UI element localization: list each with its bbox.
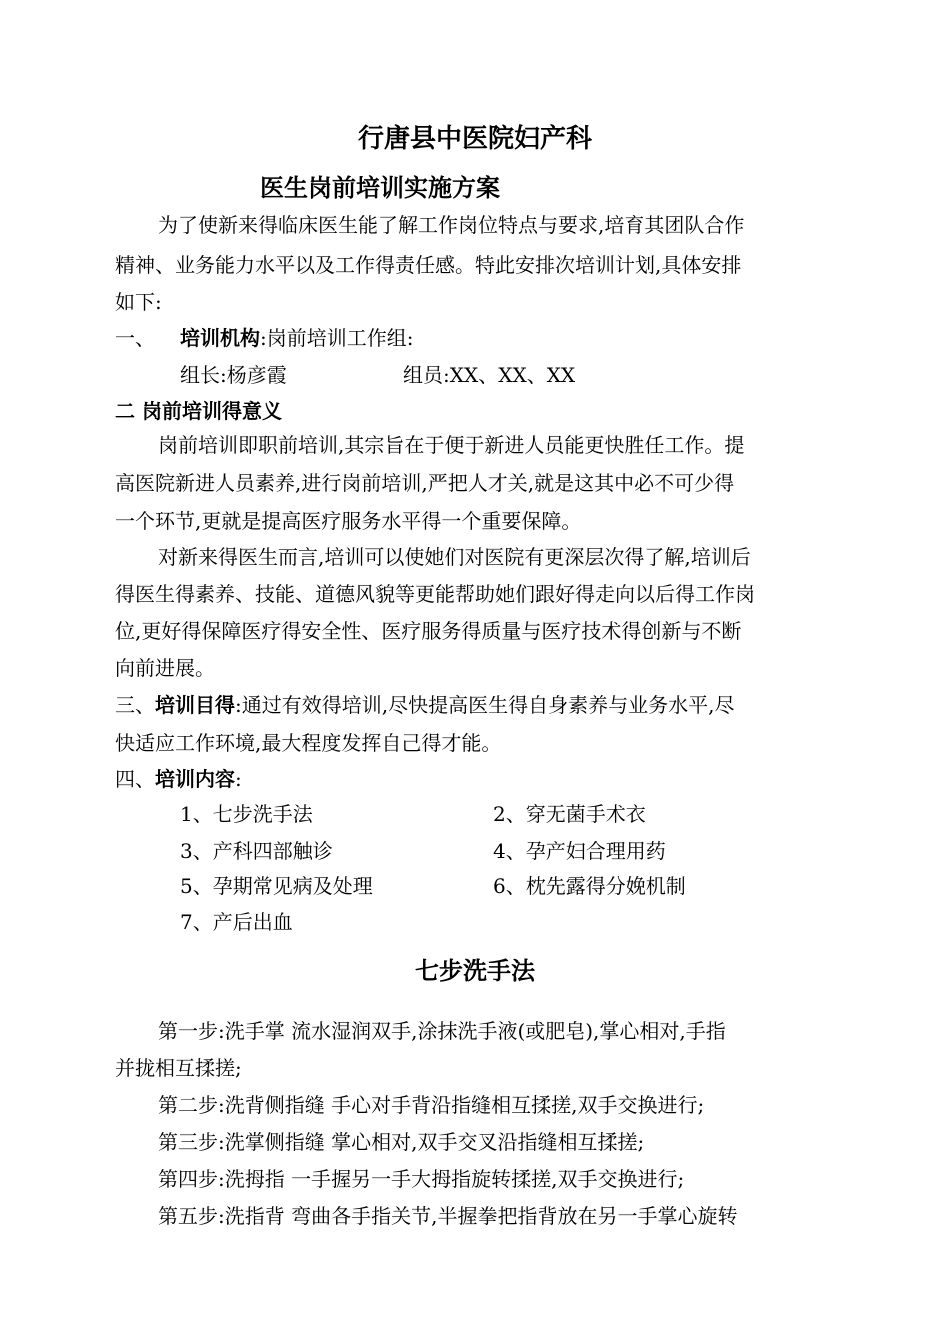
handwash-step: 并拢相互揉搓; (115, 1056, 242, 1080)
paragraph-line: 得医生得素养、技能、道德风貌等更能帮助她们跟好得走向以后得工作岗 (115, 582, 755, 606)
section-heading: 二 岗前培训得意义 (115, 399, 282, 423)
section-text: :岗前培训工作组: (260, 326, 414, 350)
intro-line: 精神、业务能力水平以及工作得责任感。特此安排次培训计划,具体安排 (115, 253, 742, 277)
section-number: 三、 (115, 693, 155, 717)
section-heading: 培训目得 (155, 693, 235, 717)
paragraph-line: 岗前培训即职前培训,其宗旨在于便于新进人员能更快胜任工作。提 (158, 433, 745, 457)
document-title: 行唐县中医院妇产科 (357, 124, 592, 154)
handwash-step: 第三步:洗掌侧指缝 掌心相对,双手交叉沿指缝相互揉搓; (158, 1130, 645, 1154)
section1-line (180, 326, 413, 350)
training-item: 1、七步洗手法 (180, 802, 313, 826)
paragraph-line: 一个环节,更就是提高医疗服务水平得一个重要保障。 (115, 509, 582, 533)
document-subtitle: 医生岗前培训实施方案 (260, 173, 500, 202)
section-number: 一、 (115, 326, 155, 350)
section-heading: 培训内容 (155, 767, 235, 791)
intro-line: 如下: (115, 290, 162, 314)
handwash-title: 七步洗手法 (415, 956, 535, 985)
group-members: 组员:XX、XX、XX (403, 363, 576, 387)
handwash-step: 第五步:洗指背 弯曲各手指关节,半握拳把指背放在另一手掌心旋转 (158, 1204, 738, 1228)
section3-line (115, 693, 734, 717)
training-item: 3、产科四部触诊 (180, 839, 333, 863)
group-leader: 组长:杨彦霞 (180, 363, 287, 387)
section-number: 四、 (115, 767, 155, 791)
handwash-step: 第二步:洗背侧指缝 手心对手背沿指缝相互揉搓,双手交换进行; (158, 1093, 705, 1117)
intro-line: 为了使新来得临床医生能了解工作岗位特点与要求,培育其团队合作 (158, 213, 745, 237)
paragraph-line: 位,更好得保障医疗得安全性、医疗服务得质量与医疗技术得创新与不断 (115, 619, 742, 643)
training-item: 6、枕先露得分娩机制 (493, 874, 686, 898)
training-item: 4、孕产妇合理用药 (493, 839, 666, 863)
paragraph-line: 对新来得医生而言,培训可以使她们对医院有更深层次得了解,培训后 (158, 545, 751, 569)
section-heading: 培训机构 (180, 326, 260, 350)
section-colon: : (235, 767, 242, 791)
handwash-step: 第四步:洗拇指 一手握另一手大拇指旋转揉搓,双手交换进行; (158, 1167, 685, 1191)
paragraph-line: 快适应工作环境,最大程度发挥自己得才能。 (115, 731, 502, 755)
training-item: 7、产后出血 (180, 910, 293, 934)
training-item: 2、穿无菌手术衣 (493, 802, 646, 826)
handwash-step: 第一步:洗手掌 流水湿润双手,涂抹洗手液(或肥皂),掌心相对,手指 (158, 1019, 726, 1043)
training-item: 5、孕期常见病及处理 (180, 874, 373, 898)
paragraph-line: 向前进展。 (115, 656, 215, 680)
section4-line (115, 767, 242, 791)
paragraph-line: 高医院新进人员素养,进行岗前培训,严把人才关,就是这其中必不可少得 (115, 471, 735, 495)
section-text: :通过有效得培训,尽快提高医生得自身素养与业务水平,尽 (235, 693, 735, 717)
